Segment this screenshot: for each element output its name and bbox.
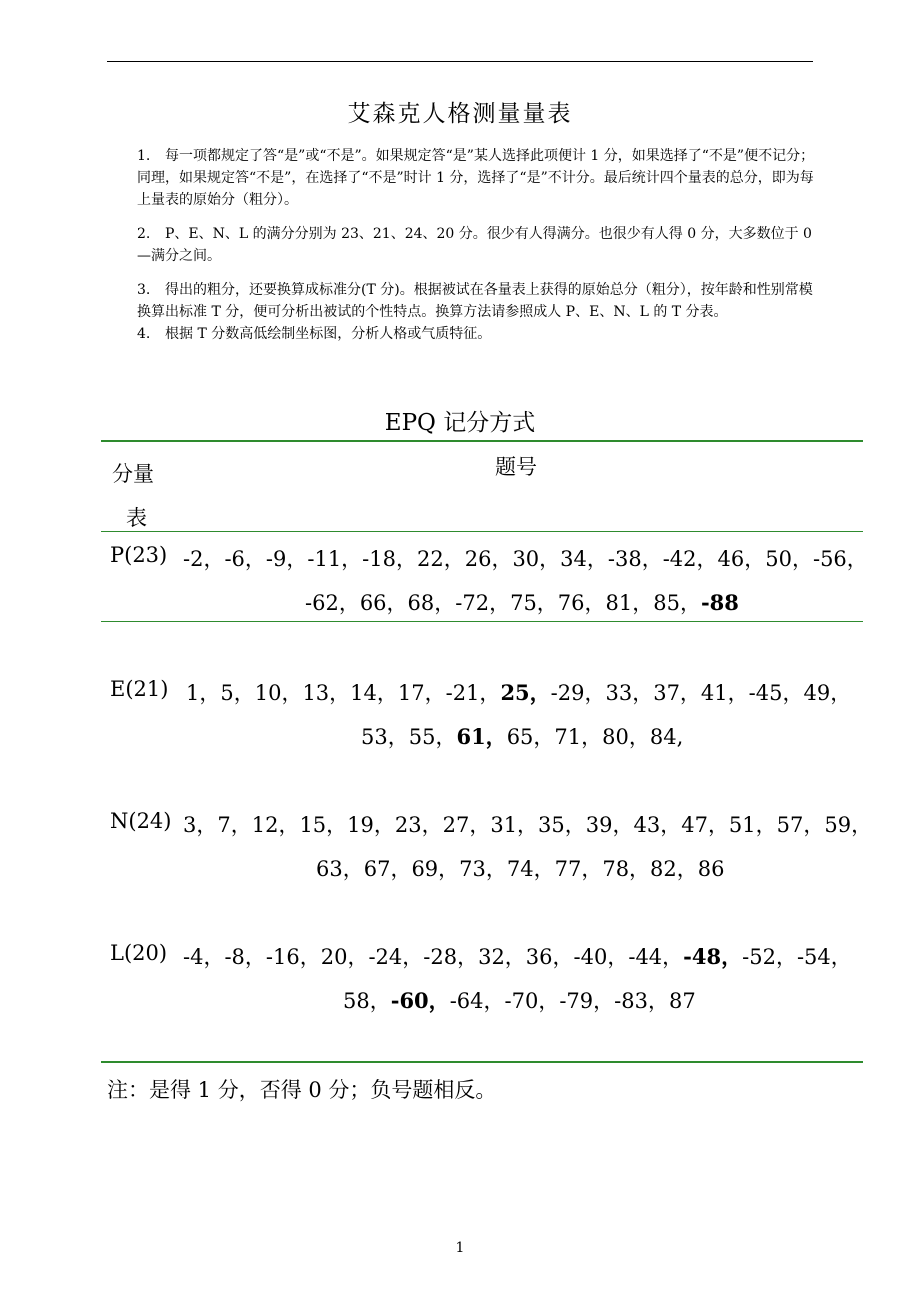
- row-label-n: N(24): [110, 809, 172, 833]
- row-e-items-bold: 25，: [500, 680, 551, 705]
- header-divider: [101, 531, 863, 532]
- row-e-items-a: 1，5，10，13，14，17，-21，: [186, 681, 501, 705]
- row-l-items-line1: [183, 941, 852, 971]
- row-l-items2-a: 58，: [343, 989, 391, 1013]
- instruction-text: 得出的粗分，还要换算成标准分(T 分)。根据被试在各量表上获得的原始总分（粗分），按年龄和性别常模换算出标准 T 分，便可分析出被试的个性特点。换算方法请参照成人 P、E、N、L 的 T 分表。: [137, 282, 813, 320]
- row-e-items-line1: [186, 677, 851, 707]
- header-scale-line1: 分量: [112, 462, 154, 486]
- row-label-e: E(21): [110, 677, 169, 701]
- instruction-item: [137, 323, 817, 345]
- instruction-text: P、E、N、L 的满分分别为 23、21、24、20 分。很少有人得满分。也很少有人得 0 分，大多数位于 0—满分之间。: [137, 226, 812, 264]
- row-n-items-line1: 3，7，12，15，19，23，27，31，35，39，43，47，51，57，59，: [183, 813, 873, 837]
- row-l-items-b: -52，-54，: [742, 945, 852, 969]
- header-rule: [107, 61, 813, 62]
- table-header-scale: [112, 452, 172, 540]
- row-l-items2-b: -64，-70，-79，-83，87: [449, 989, 696, 1013]
- row-l-items-a: -4，-8，-16，20，-24，-28，32，36，-40，-44，: [183, 945, 684, 969]
- instruction-number: 3.: [137, 282, 151, 298]
- row-e-items-line2: [361, 721, 683, 751]
- page-number: 1: [455, 1240, 465, 1256]
- row-e-items2-a: 53，55，: [361, 725, 457, 749]
- instruction-number: 4.: [137, 326, 151, 342]
- row-label-l: L(20): [110, 941, 168, 965]
- instruction-item: [137, 223, 817, 267]
- document-title: 艾森克人格测量量表: [347, 101, 573, 127]
- table-bottom-rule: [101, 1061, 863, 1063]
- row-p-items-plain: -62，66，68，-72，75，76，81，85，: [305, 591, 701, 615]
- epq-section-title: EPQ 记分方式: [384, 410, 536, 436]
- row-e-items2-bold: 61，: [456, 724, 507, 749]
- row-label-p: P(23): [110, 543, 168, 567]
- header-scale-line2: 表: [126, 506, 147, 530]
- instruction-item: [137, 145, 817, 211]
- instruction-item: [137, 279, 817, 323]
- instruction-number: 2.: [137, 226, 151, 242]
- instruction-number: 1.: [137, 148, 151, 164]
- row-p-items-line2: [305, 587, 739, 617]
- instruction-text: 每一项都规定了答“是”或“不是”。如果规定答“是”某人选择此项便计 1 分，如果选择了“不是”便不记分；同理，如果规定答“不是”，在选择了“不是”时计 1 分，选择了“是”不计分。最后统计四个量表的总分，即为每上量表的原始分（粗分）。: [137, 148, 815, 208]
- instructions-list: [137, 145, 817, 345]
- row-p-divider: [101, 621, 863, 622]
- row-p-items-line1: -2，-6，-9，-11，-18，22，26，30，34，-38，-42，46，50，-56，: [183, 547, 868, 571]
- table-header-items: 题号: [495, 455, 537, 479]
- row-e-items-b: -29，33，37，41，-45，49，: [550, 681, 852, 705]
- table-top-rule: [101, 440, 863, 442]
- row-l-items-bold: -48，: [683, 944, 743, 969]
- row-l-items2-bold: -60，: [390, 988, 450, 1013]
- row-p-items-bold: -88: [700, 590, 739, 615]
- scoring-note: 注：是得 1 分，否得 0 分；负号题相反。: [107, 1078, 497, 1102]
- row-l-items-line2: [343, 985, 696, 1015]
- row-n-items-line2: 63，67，69，73，74，77，78，82，86: [316, 857, 725, 881]
- instruction-text: 根据 T 分数高低绘制坐标图，分析人格或气质特征。: [165, 326, 492, 342]
- row-e-items2-b: 65，71，80，84,: [506, 725, 684, 749]
